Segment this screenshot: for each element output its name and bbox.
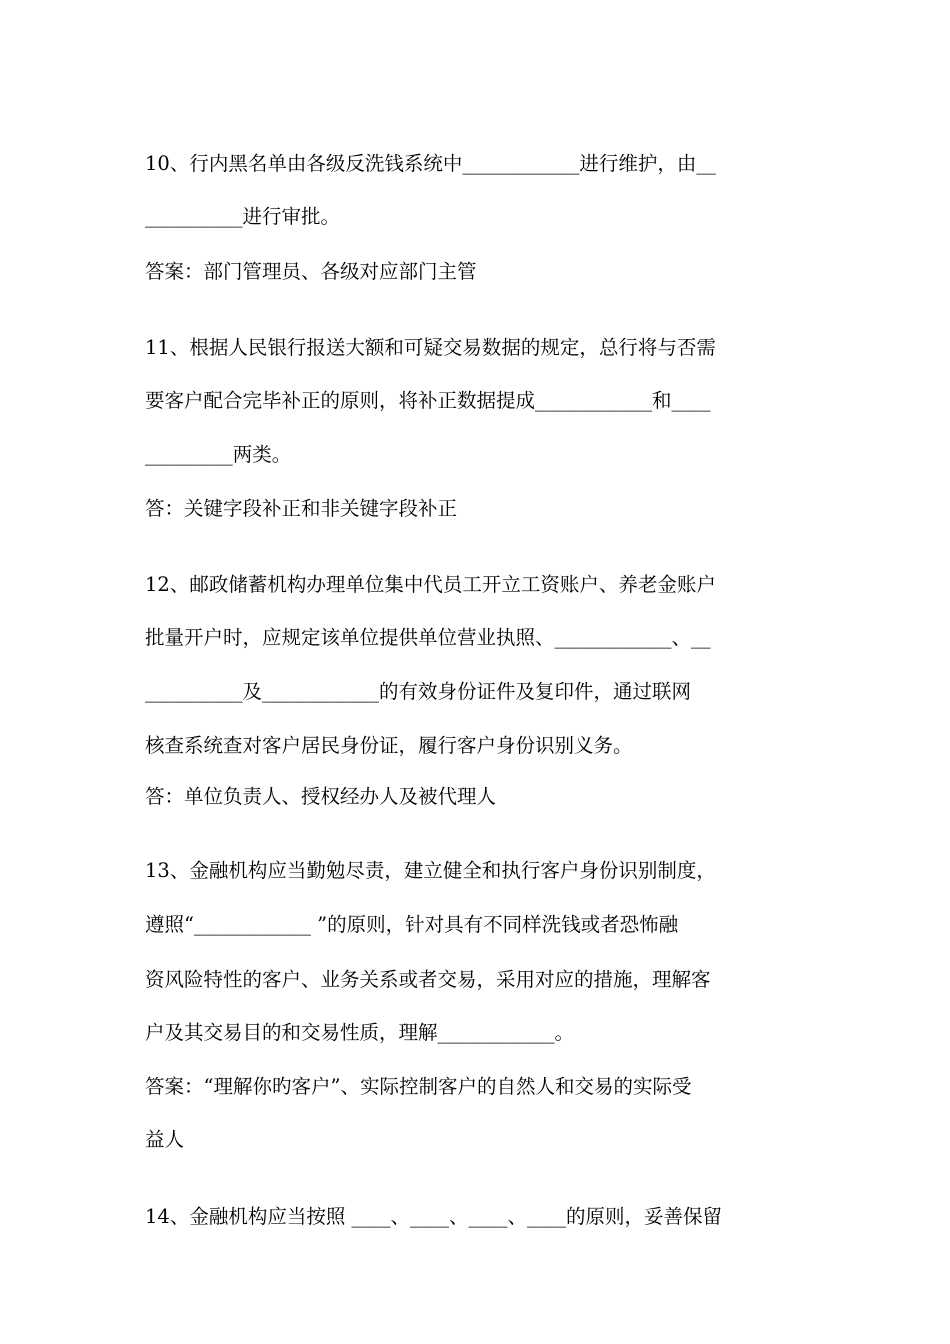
q11-line-2: 要客户配合完毕补正的原则，将补正数据提成____________和____ <box>145 389 711 412</box>
q11-answer: 答：关键字段补正和非关键字段补正 <box>145 497 458 520</box>
q11-line-3: _________两类。 <box>145 443 292 466</box>
q10-line-1: 10、行内黑名单由各级反洗钱系统中____________进行维护，由__ <box>145 152 716 175</box>
q14-line-1: 14、金融机构应当按照 ____、____、____、____的原则，妥善保留 <box>145 1205 723 1228</box>
q12-line-4: 核查系统查对客户居民身份证，履行客户身份识别义务。 <box>145 734 633 757</box>
q10-line-2: __________进行审批。 <box>145 205 341 228</box>
q13-line-1: 13、金融机构应当勤勉尽责，建立健全和执行客户身份识别制度， <box>145 859 716 882</box>
q11-line-1: 11、根据人民银行报送大额和可疑交易数据的规定，总行将与否需 <box>145 336 716 359</box>
q13-line-2: 遵照“____________ ”的原则，针对具有不同样洗钱或者恐怖融 <box>145 913 679 936</box>
q12-line-2: 批量开户时，应规定该单位提供单位营业执照、____________、__ <box>145 626 711 649</box>
q12-line-3: __________及____________的有效身份证件及复印件，通过联网 <box>145 680 692 703</box>
q13-answer-line-2: 益人 <box>145 1128 185 1151</box>
q12-line-1: 12、邮政储蓄机构办理单位集中代员工开立工资账户、养老金账户 <box>145 573 716 596</box>
q13-line-3: 资风险特性的客户、业务关系或者交易，采用对应的措施，理解客 <box>145 968 711 991</box>
q10-answer: 答案：部门管理员、各级对应部门主管 <box>145 260 477 283</box>
q13-answer-line-1: 答案：“理解你旳客户”、实际控制客户的自然人和交易的实际受 <box>145 1075 692 1098</box>
q13-line-4: 户及其交易目的和交易性质，理解____________。 <box>145 1021 575 1044</box>
q12-answer: 答：单位负责人、授权经办人及被代理人 <box>145 785 497 808</box>
